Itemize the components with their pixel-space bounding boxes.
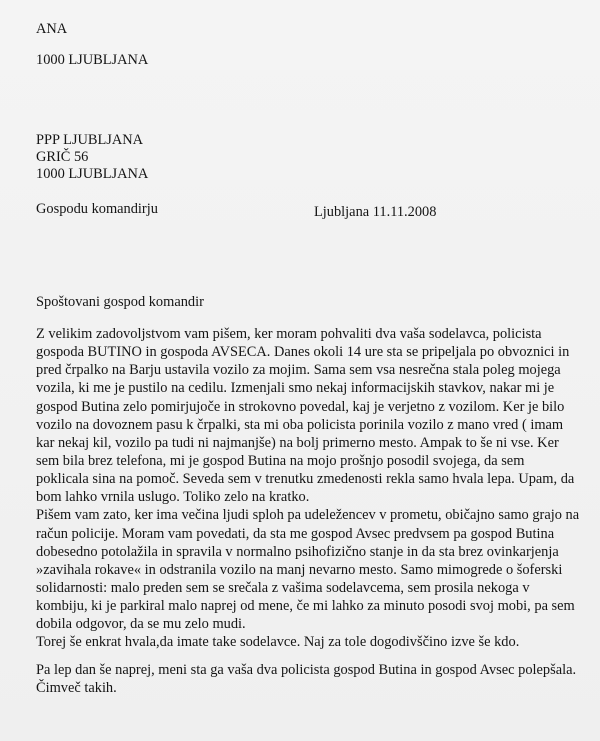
body-line: kar nekaj kil, vozilo pa tudi ni najmanjše) na bolj primerno mesto. Ampak to še ni vse. Ker xyxy=(36,434,559,451)
body-line: gospoda BUTINO in gospoda AVSECA. Danes okoli 14 ure sta se pripeljala po obvoznici in xyxy=(36,344,570,361)
body-line: »zavihala rokave« in odstranila vozilo na manj nevarno mesto. Samo mimogrede o šoferski xyxy=(36,561,563,578)
body-line: bom lahko vrnila uslugo. Toliko zelo na kratko. xyxy=(36,489,310,506)
letter-closing xyxy=(36,661,576,697)
body-line: poklicala sina na pomoč. Seveda sem v trenutku zmedenosti rekla samo hvala lepa. Upam, da xyxy=(36,471,575,488)
body-line: sem bila brez telefona, mi je gospod Butina na mojo prošnjo posodil svojega, da sem xyxy=(36,452,525,469)
sender-name: ANA xyxy=(36,21,68,37)
body-line: Torej še enkrat hvala,da imate take sodelavce. Naj za tole dogodivščino izve še kdo. xyxy=(36,634,520,651)
body-line: dobila odgovor, da se mu zelo mudi. xyxy=(36,616,246,633)
body-line: kombiju, ki je parkiral malo naprej od mene, če mi lahko za minuto posodi svoj mobi, pa sem xyxy=(36,598,575,615)
place-date: Ljubljana 11.11.2008 xyxy=(314,204,437,220)
salutation: Spoštovani gospod komandir xyxy=(36,294,204,310)
sender-city: 1000 LJUBLJANA xyxy=(36,52,149,68)
body-line: račun policije. Moram vam povedati, da sta me gospod Avsec predvsem pa gospod Butina xyxy=(36,525,555,542)
recipient-street: GRIČ 56 xyxy=(36,149,89,165)
body-line: Pišem vam zato, ker ima večina ljudi sploh pa udeležencev v prometu, običajno samo grajo na xyxy=(36,507,580,524)
body-line: Z velikim zadovoljstvom vam pišem, ker moram pohvaliti dva vaša sodelavca, policista xyxy=(36,326,542,342)
body-line: vozila, ki me je pustilo na cedilu. Izmenjali smo nekaj informacijskih stavkov, nakar mi je xyxy=(36,380,555,397)
body-line: solidarnosti: malo preden sem se srečala z vašima sodelavcema, sem prosila nekoga v xyxy=(36,579,530,596)
recipient-name: PPP LJUBLJANA xyxy=(36,132,144,148)
body-line: vozilo na dovoznem pasu k črpalki, sta mi oba policista porinila vozilo z mano vred ( imam xyxy=(36,416,564,433)
closing-line: Čimveč takih. xyxy=(36,680,117,697)
body-line: dobesedno potolažila in spravila v normalno psihofizično stanje in da sta brez ovinkarjenja xyxy=(36,543,559,560)
body-line: gospod Butina zelo pomirjujoče in strokovno povedal, kaj je verjetno z vozilom. Ker je bilo xyxy=(36,398,565,415)
attention-line: Gospodu komandirju xyxy=(36,201,158,217)
body-line: pred črpalko na Barju ustavila vozilo za mojim. Sama sem vsa nesrečna stala poleg mojega xyxy=(36,362,561,379)
recipient-city: 1000 LJUBLJANA xyxy=(36,166,149,182)
closing-line: Pa lep dan še naprej, meni sta ga vaša dva policista gospod Butina in gospod Avsec polepšala. xyxy=(36,662,577,678)
letter-body xyxy=(36,325,579,652)
